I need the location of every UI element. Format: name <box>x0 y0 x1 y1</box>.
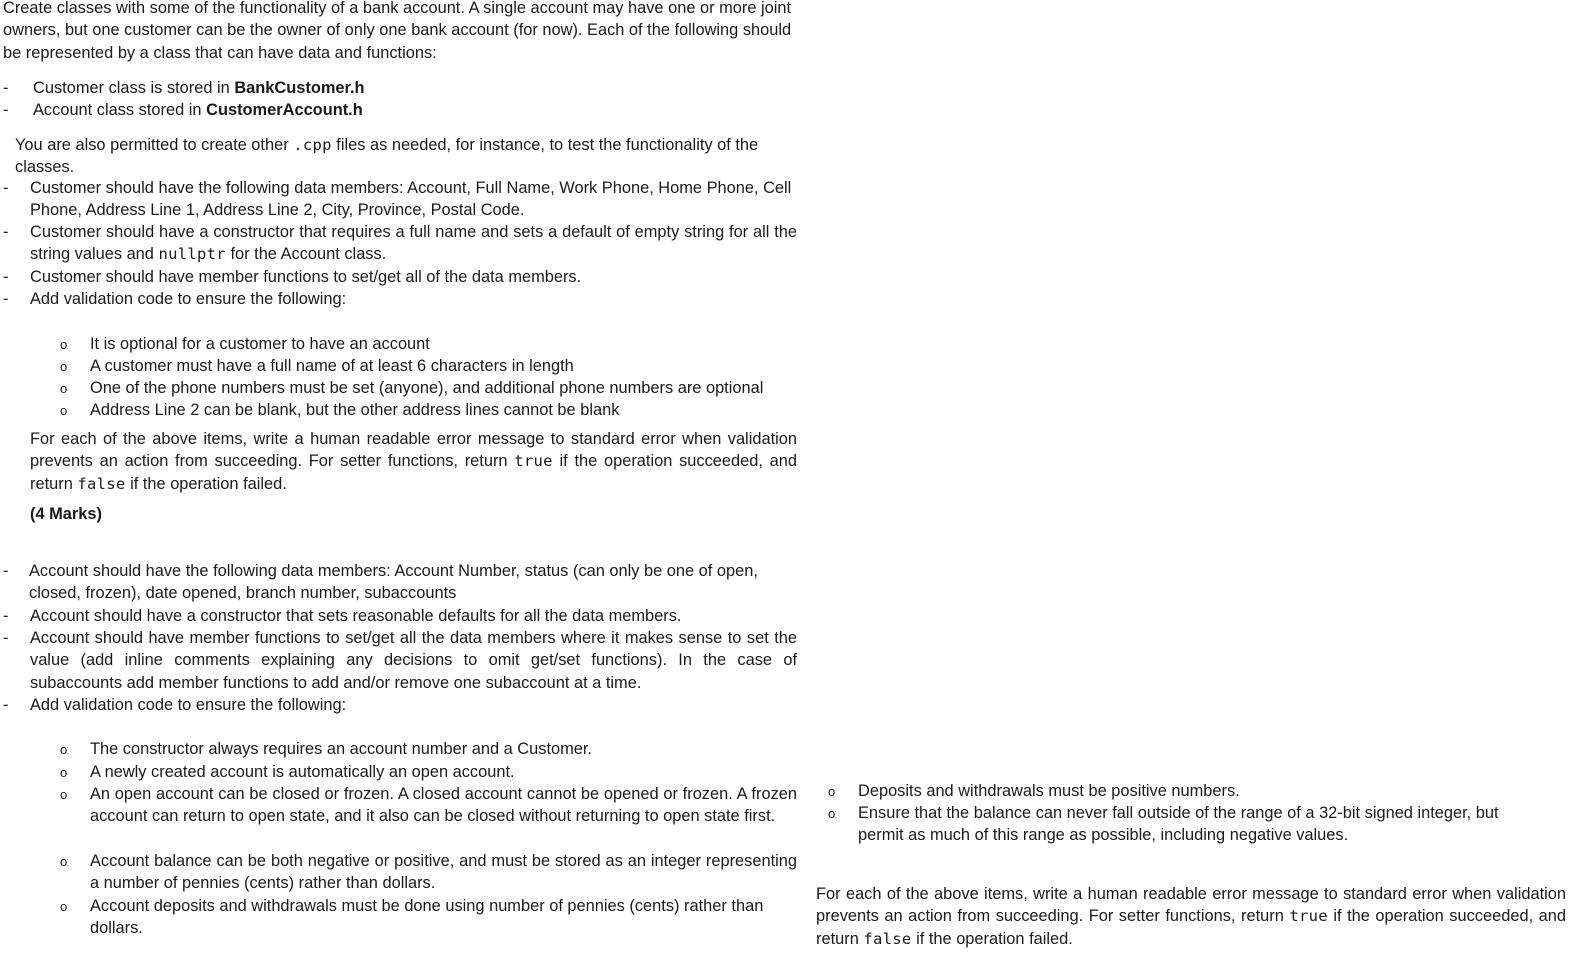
customer-req-validation: Add validation code to ensure the following: <box>30 290 347 308</box>
customer-req-setget: Customer should have member functions to set/get all of the data members. <box>30 268 582 286</box>
dash-bullet: - <box>3 179 9 197</box>
dash-bullet: - <box>3 268 9 286</box>
code-false: false <box>863 929 912 948</box>
account-validation-item: Account balance can be both negative or positive, and must be stored as an integer representing a number of pennies (cents) rather than dollars. <box>90 852 797 893</box>
dash-bullet: - <box>3 629 9 647</box>
circle-bullet: o <box>60 899 68 914</box>
account-req-validation: Add validation code to ensure the following: <box>30 696 347 714</box>
permit-text: files as needed, for instance, to test the functionality of the classes. <box>15 136 759 177</box>
circle-bullet: o <box>60 403 68 418</box>
circle-bullet: o <box>60 337 68 352</box>
customer-validation-item: Address Line 2 can be blank, but the other address lines cannot be blank <box>90 401 620 419</box>
circle-bullet: o <box>60 359 68 374</box>
customer-req-constructor <box>30 221 797 266</box>
account-validation-item: The constructor always requires an account number and a Customer. <box>90 740 592 758</box>
dash-bullet: - <box>3 79 9 97</box>
file-name: CustomerAccount.h <box>206 101 363 119</box>
customer-validation-item: It is optional for a customer to have an account <box>90 335 430 353</box>
account-validation-item: Account deposits and withdrawals must be done using number of pennies (cents) rather than dollars. <box>90 897 764 938</box>
account-validation-item: A newly created account is automatically an open account. <box>90 763 515 781</box>
req-text: for the Account class. <box>225 245 387 264</box>
customer-validation-item: One of the phone numbers must be set (anyone), and additional phone numbers are optional <box>90 379 764 397</box>
account-req-members: Account should have the following data members: Account Number, status (can only be one of open, closed, frozen), date opened, branch number, subaccounts <box>29 562 758 603</box>
file-item-prefix: Customer class is stored in <box>33 79 235 97</box>
code-true: true <box>1289 907 1328 926</box>
permit-text: You are also permitted to create other <box>15 136 294 154</box>
customer-req-members: Customer should have the following data members: Account, Full Name, Work Phone, Home Phone, Cell Phone, Address Line 1, Address Line 2, City, Province, Postal Code. <box>30 179 792 220</box>
dash-bullet: - <box>3 101 9 119</box>
dash-bullet: - <box>3 696 9 714</box>
dash-bullet: - <box>3 562 9 580</box>
circle-bullet: o <box>828 806 836 821</box>
customer-validation-item: A customer must have a full name of at least 6 characters in length <box>90 357 574 375</box>
note-text: if the operation failed. <box>911 929 1073 948</box>
code-cpp: .cpp <box>293 136 332 154</box>
file-item-customer <box>33 77 365 99</box>
permit-paragraph <box>15 134 805 179</box>
file-item-prefix: Account class stored in <box>33 101 207 119</box>
intro-paragraph: Create classes with some of the functionality of a bank account. A single account may have one or more joint owners, but one customer can be the owner of only one bank account (for now). Each of the following should be represented by a class that can have data and functions: <box>3 0 792 62</box>
note-text: For each of the above items, write a human readable error message to standard error when validation prevents an action from succeeding. For setter functions, return <box>816 885 1566 926</box>
error-note-paragraph-right <box>816 883 1566 950</box>
circle-bullet: o <box>60 381 68 396</box>
req-text: Customer should have a constructor that requires a full name and sets a default of empty string for all the string values and <box>30 223 797 264</box>
file-name: BankCustomer.h <box>234 79 365 97</box>
code-nullptr: nullptr <box>158 245 226 264</box>
note-text: if the operation succeeded, and return <box>816 907 1566 948</box>
note-text: if the operation succeeded, and return <box>30 452 797 493</box>
code-true: true <box>514 452 553 471</box>
account-validation-item-right: Deposits and withdrawals must be positive numbers. <box>858 782 1240 800</box>
marks-label: (4 Marks) <box>30 505 102 523</box>
file-item-account <box>33 99 363 121</box>
circle-bullet: o <box>828 784 836 799</box>
dash-bullet: - <box>3 290 9 308</box>
circle-bullet: o <box>60 854 68 869</box>
account-validation-item-right: Ensure that the balance can never fall outside of the range of a 32-bit signed integer, but permit as much of this range as possible, including negative values. <box>858 804 1499 845</box>
account-req-setget: Account should have member functions to set/get all the data members where it makes sense to set the value (add inline comments explaining any decisions to omit get/set functions). In the case of subaccounts add member functions to add and/or remove one subaccount at a time. <box>30 629 797 692</box>
account-req-constructor: Account should have a constructor that sets reasonable defaults for all the data members. <box>30 607 682 625</box>
circle-bullet: o <box>60 787 68 802</box>
circle-bullet: o <box>60 742 68 757</box>
error-note-paragraph <box>30 428 797 495</box>
dash-bullet: - <box>3 607 9 625</box>
account-validation-item: An open account can be closed or frozen. A closed account cannot be opened or frozen. A frozen account can return to open state, and it also can be closed without returning to open state first. <box>90 785 797 826</box>
note-text: For each of the above items, write a human readable error message to standard error when validation prevents an action from succeeding. For setter functions, return <box>30 430 797 471</box>
note-text: if the operation failed. <box>125 474 287 493</box>
circle-bullet: o <box>60 765 68 780</box>
dash-bullet: - <box>3 223 9 241</box>
code-false: false <box>77 474 126 493</box>
